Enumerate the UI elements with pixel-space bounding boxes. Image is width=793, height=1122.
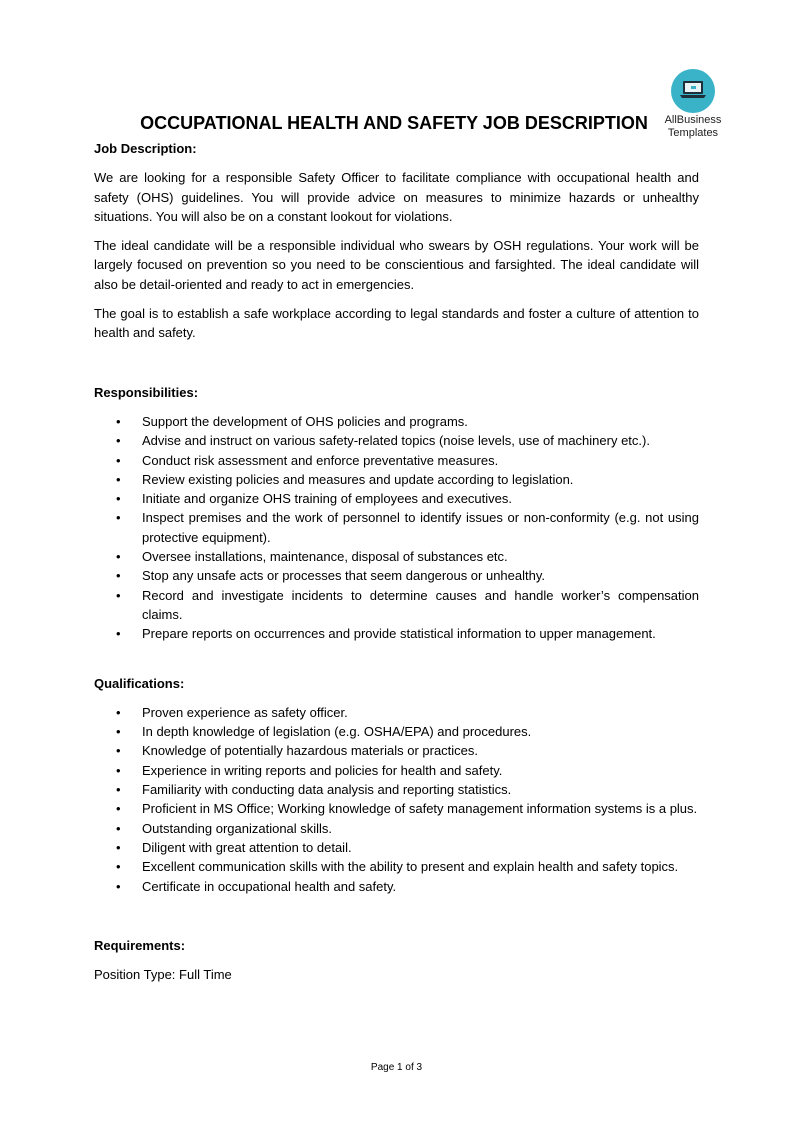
page-number: Page 1 of 3 bbox=[370, 1062, 423, 1073]
list-item: • Initiate and organize OHS training of employees and executives. bbox=[94, 489, 699, 508]
position-type: Position Type: Full Time bbox=[94, 967, 232, 983]
list-item: • Diligent with great attention to detail. bbox=[94, 838, 699, 857]
list-item: • Support the development of OHS policies and programs. bbox=[94, 412, 699, 431]
list-item: • Conduct risk assessment and enforce preventative measures. bbox=[94, 451, 699, 470]
logo-text-line2: Templates bbox=[667, 127, 719, 139]
requirements-heading: Requirements: bbox=[94, 937, 186, 953]
job-description-paragraph: The ideal candidate will be a responsible individual who swears by OSH regulations. Your work will be largely focused on prevention so you need to be conscientious and farsighted. The ideal candidate will also be detail-oriented and ready to act in emergencies. bbox=[94, 238, 699, 292]
list-item: • Proven experience as safety officer. bbox=[94, 703, 699, 722]
list-item: • Certificate in occupational health and safety. bbox=[94, 877, 699, 896]
list-item: • Advise and instruct on various safety-related topics (noise levels, use of machinery etc.). bbox=[94, 431, 699, 450]
document-title: OCCUPATIONAL HEALTH AND SAFETY JOB DESCRIPTION bbox=[140, 113, 648, 133]
list-item: • Prepare reports on occurrences and provide statistical information to upper management. bbox=[94, 624, 699, 643]
responsibilities-list bbox=[94, 412, 699, 644]
list-item: • Review existing policies and measures and update according to legislation. bbox=[94, 470, 699, 489]
document-body bbox=[94, 139, 699, 984]
list-item: • Oversee installations, maintenance, disposal of substances etc. bbox=[94, 547, 699, 566]
laptop-icon bbox=[671, 69, 715, 113]
job-description-paragraph: The goal is to establish a safe workplace according to legal standards and foster a culture of attention to health and safety. bbox=[94, 306, 699, 341]
list-item: • Stop any unsafe acts or processes that seem dangerous or unhealthy. bbox=[94, 566, 699, 585]
list-item: • Excellent communication skills with the ability to present and explain health and safety topics. bbox=[94, 857, 699, 876]
job-description-paragraph: We are looking for a responsible Safety Officer to facilitate compliance with occupational health and safety (OHS) guidelines. You will provide advice on measures to minimize hazards or unhealthy situations. You will also be on a constant lookout for violations. bbox=[94, 170, 699, 224]
qualifications-list bbox=[94, 703, 699, 896]
list-item: • Familiarity with conducting data analysis and reporting statistics. bbox=[94, 780, 699, 799]
list-item: • Outstanding organizational skills. bbox=[94, 819, 699, 838]
list-item: • Inspect premises and the work of personnel to identify issues or non-conformity (e.g. not using protective equipment). bbox=[94, 508, 699, 547]
list-item: • Knowledge of potentially hazardous materials or practices. bbox=[94, 741, 699, 760]
list-item: • Proficient in MS Office; Working knowledge of safety management information systems is a plus. bbox=[94, 799, 699, 818]
responsibilities-heading: Responsibilities: bbox=[94, 384, 199, 400]
job-description-heading: Job Description: bbox=[94, 141, 197, 156]
list-item: • Record and investigate incidents to determine causes and handle worker’s compensation claims. bbox=[94, 586, 699, 625]
list-item: • Experience in writing reports and policies for health and safety. bbox=[94, 761, 699, 780]
qualifications-heading: Qualifications: bbox=[94, 675, 185, 691]
logo-text-line1: AllBusiness bbox=[664, 114, 722, 126]
list-item: • In depth knowledge of legislation (e.g. OSHA/EPA) and procedures. bbox=[94, 722, 699, 741]
